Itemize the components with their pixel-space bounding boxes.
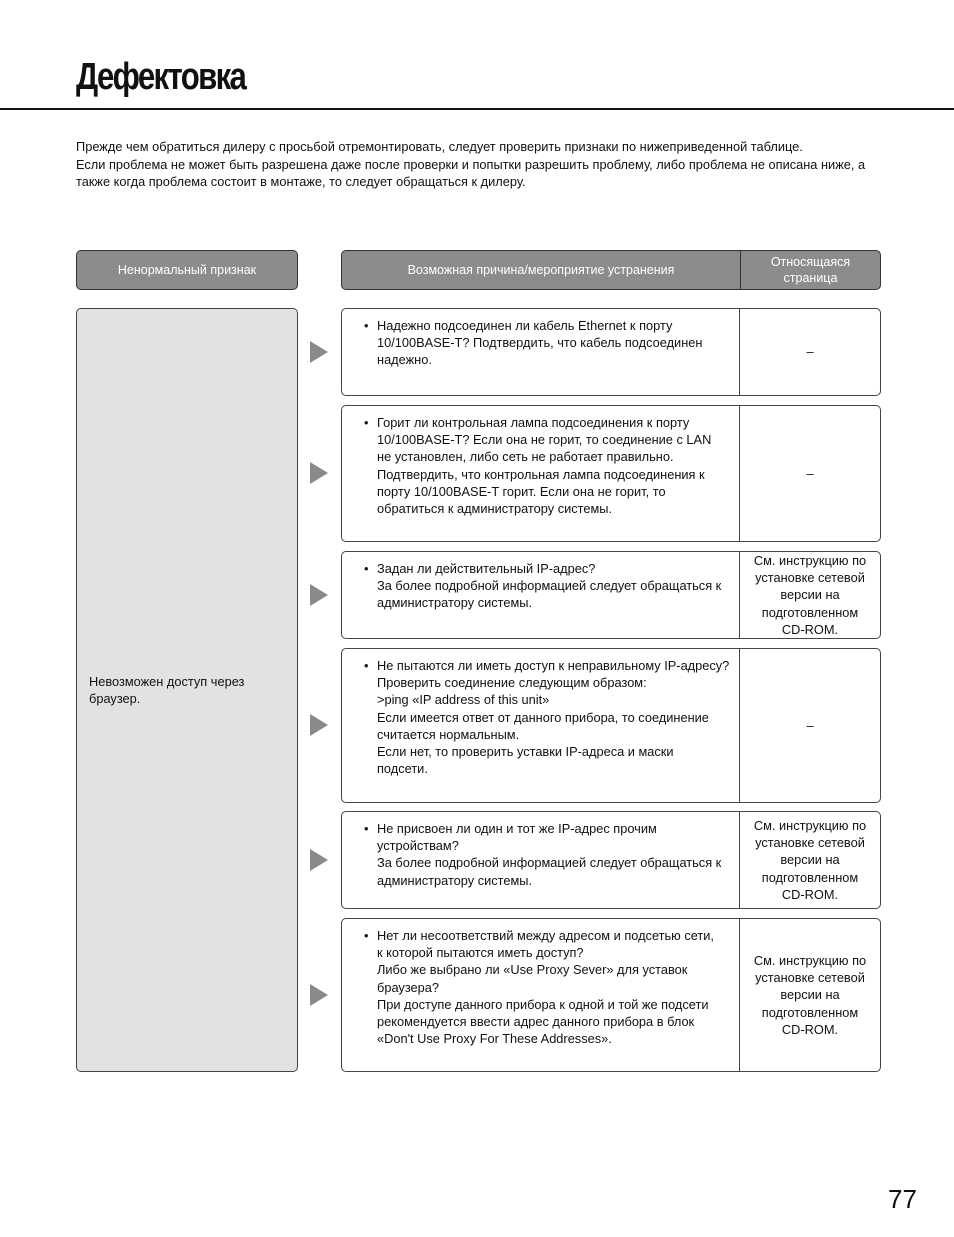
- ref-cell: См. инструкцию по установке сетевой версии на подготовленном CD-ROM.: [753, 817, 867, 902]
- intro-text: [76, 138, 886, 191]
- cause-text: Не пытаются ли иметь доступ к неправильному IP-адресу? Проверить соединение следующим образом: >ping «IP address of this unit» Если имеется ответ от данного прибора, то соединение считается нормальным. Если нет, то проверить уставки IP-адреса и маски подсети.: [377, 658, 730, 777]
- title-divider: [0, 108, 954, 110]
- ref-cell: См. инструкцию по установке сетевой версии на подготовленном CD-ROM.: [753, 952, 867, 1037]
- page-title: Дефектовка: [76, 56, 246, 98]
- arrow-icon: [310, 584, 328, 606]
- arrow-icon: [310, 984, 328, 1006]
- bullet-icon: •: [364, 318, 369, 333]
- ref-cell: –: [806, 717, 814, 733]
- ref-cell: См. инструкцию по установке сетевой версии на подготовленном CD-ROM.: [753, 553, 867, 637]
- cause-text: Нет ли несоответствий между адресом и подсетью сети, к которой пытаются иметь доступ? Либо же выбрано ли «Use Proxy Sever» для уставок браузера? При доступе данного прибора к одной и той же подсети рекомендуется ввести адрес данного прибора в блок «Don't Use Proxy For These Addresses».: [377, 928, 714, 1047]
- arrow-icon: [310, 849, 328, 871]
- cause-cell: [342, 552, 740, 638]
- bullet-icon: •: [364, 928, 369, 943]
- bullet-icon: •: [364, 415, 369, 430]
- intro-line-2: Если проблема не может быть разрешена даже после проверки и попытки разрешить проблему, либо проблема не описана ниже, а также когда проблема состоит в монтаже, то следует обращаться к дилеру.: [76, 156, 866, 189]
- cause-cell: [342, 919, 740, 1071]
- header-cause: Возможная причина/мероприятие устранения: [342, 251, 741, 289]
- bullet-icon: •: [364, 561, 369, 576]
- cause-row: [341, 308, 881, 396]
- bullet-icon: •: [364, 658, 369, 673]
- ref-cell: –: [806, 344, 814, 360]
- ref-cell: –: [806, 465, 814, 481]
- cause-text: Надежно подсоединен ли кабель Ethernet к порту 10/100BASE-T? Подтвердить, что кабель подсоединен надежно.: [377, 318, 703, 368]
- header-cause-row: [341, 250, 881, 290]
- cause-text: Задан ли действительный IP-адрес? За более подробной информацией следует обращаться к администратору системы.: [377, 561, 722, 611]
- header-page: Относящаяся страница: [770, 255, 851, 285]
- intro-line-1: Прежде чем обратиться дилеру с просьбой отремонтировать, следует проверить признаки по нижеприведенной таблице.: [76, 139, 803, 154]
- cause-row: [341, 648, 881, 803]
- cause-cell: [342, 649, 740, 802]
- cause-row: [341, 405, 881, 542]
- cause-cell: [342, 309, 740, 395]
- symptom-text: Невозможен доступ через браузер.: [89, 674, 245, 706]
- arrow-icon: [310, 341, 328, 363]
- cause-text: Не присвоен ли один и тот же IP-адрес прочим устройствам? За более подробной информацией следует обращаться к администратору системы.: [377, 821, 722, 888]
- symptom-box: [76, 308, 298, 1072]
- page-number: 77: [888, 1184, 917, 1214]
- cause-row: [341, 551, 881, 639]
- cause-row: [341, 918, 881, 1072]
- cause-text: Горит ли контрольная лампа подсоединения к порту 10/100BASE-T? Если она не горит, то соединение с LAN не установлен, либо сеть не работает правильно. Подтвердить, что контрольная лампа подсоединения к порту 10/100BASE-T горит. Если она не горит, то обратиться к администратору системы.: [377, 415, 712, 517]
- header-symptom: Ненормальный признак: [76, 250, 298, 290]
- cause-cell: [342, 812, 740, 908]
- bullet-icon: •: [364, 821, 369, 836]
- arrow-icon: [310, 462, 328, 484]
- arrow-icon: [310, 714, 328, 736]
- cause-row: [341, 811, 881, 909]
- cause-cell: [342, 406, 740, 541]
